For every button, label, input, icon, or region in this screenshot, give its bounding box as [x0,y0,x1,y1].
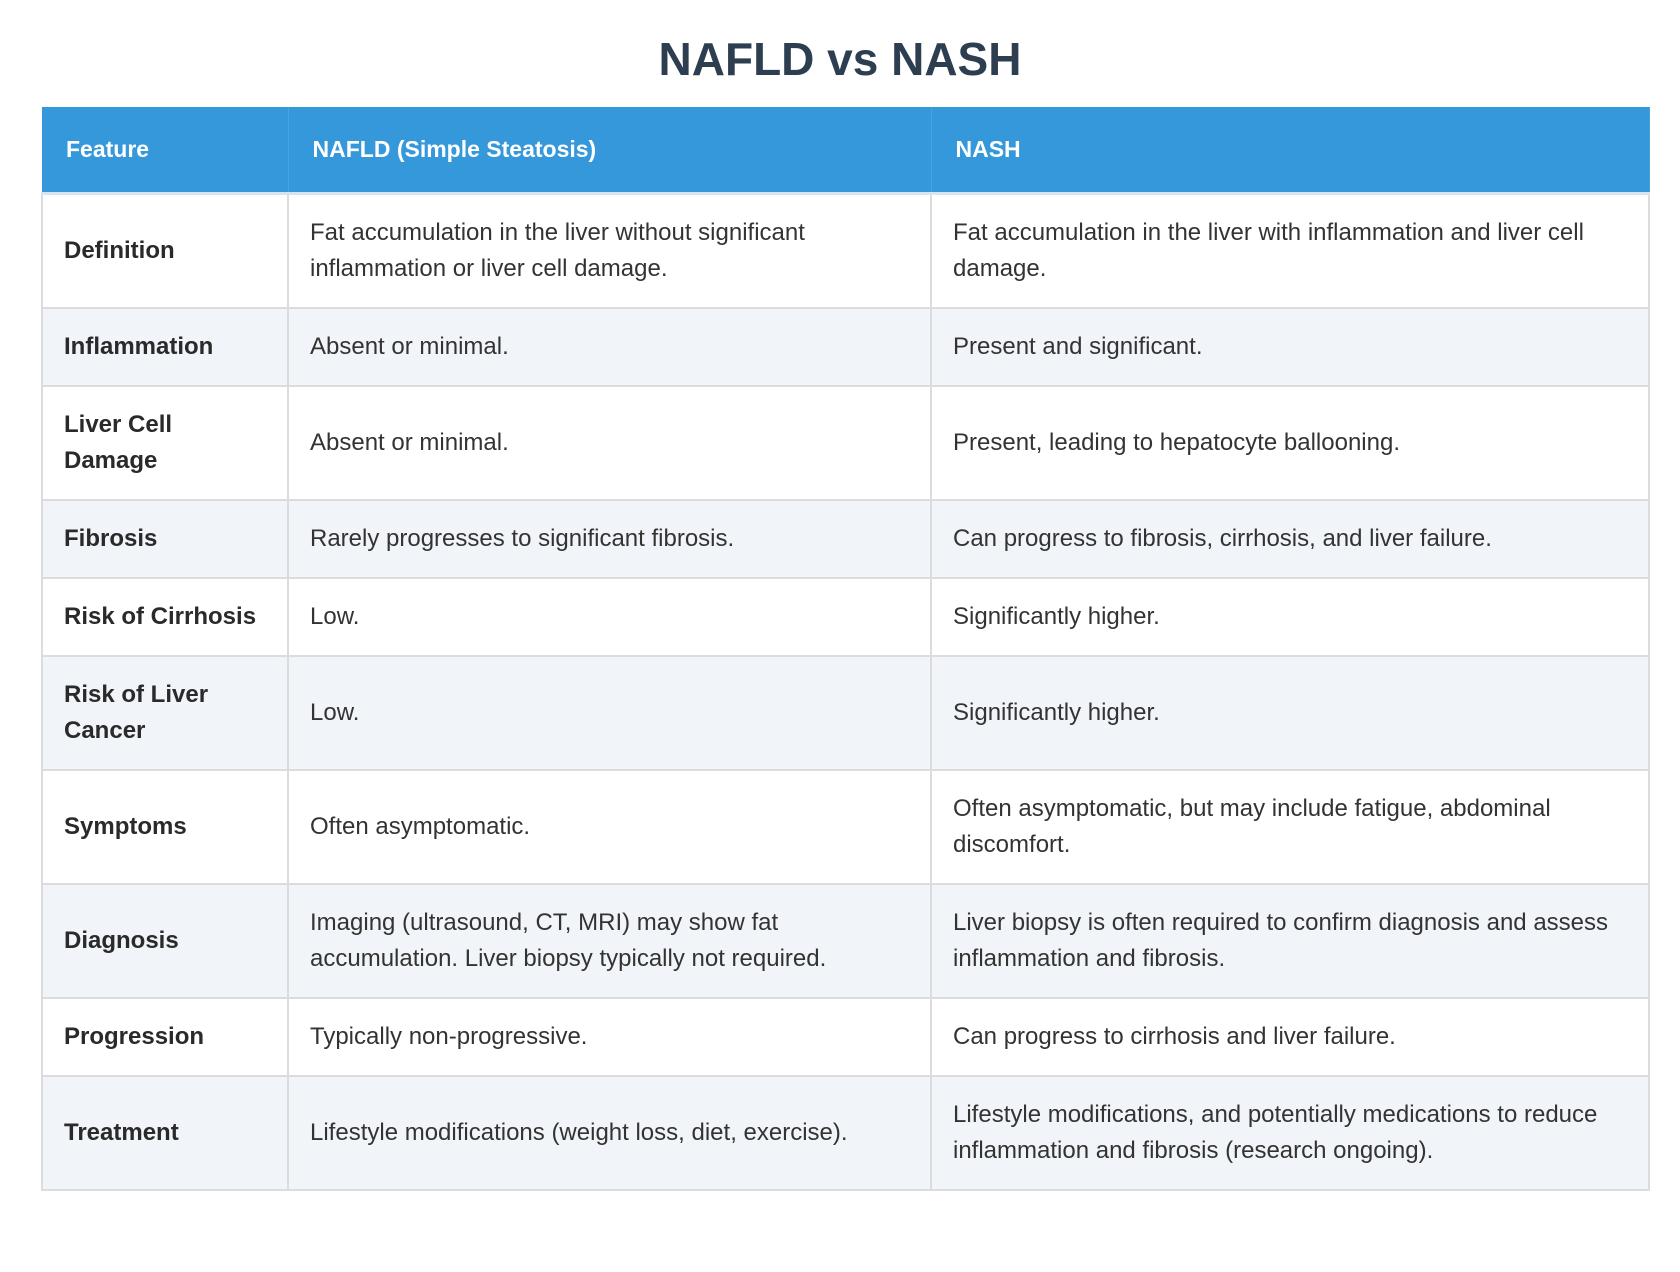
nafld-cell: Fat accumulation in the liver without significant inflammation or liver cell damage. [288,194,931,309]
feature-cell: Definition [42,194,288,309]
nash-cell: Liver biopsy is often required to confirm diagnosis and assess inflammation and fibrosis. [931,884,1649,998]
table-row [42,884,1649,998]
table-header-row [42,107,1649,194]
nafld-cell: Typically non-progressive. [288,998,931,1076]
feature-cell: Diagnosis [42,884,288,998]
feature-cell: Risk of Cirrhosis [42,578,288,656]
nafld-cell: Often asymptomatic. [288,770,931,884]
header-feature: Feature [42,107,288,194]
nash-cell: Can progress to fibrosis, cirrhosis, and liver failure. [931,500,1649,578]
table-row [42,308,1649,386]
nafld-cell: Low. [288,656,931,770]
header-nafld: NAFLD (Simple Steatosis) [288,107,931,194]
feature-cell: Liver Cell Damage [42,386,288,500]
page-title: NAFLD vs NASH [658,33,1022,85]
nash-cell: Present, leading to hepatocyte ballooning. [931,386,1649,500]
comparison-table [41,107,1650,1191]
nafld-cell: Imaging (ultrasound, CT, MRI) may show fat accumulation. Liver biopsy typically not required. [288,884,931,998]
feature-cell: Progression [42,998,288,1076]
nafld-cell: Absent or minimal. [288,308,931,386]
table-row [42,194,1649,309]
header-nash: NASH [931,107,1649,194]
nafld-cell: Rarely progresses to significant fibrosis. [288,500,931,578]
table-row [42,386,1649,500]
nafld-cell: Low. [288,578,931,656]
nafld-cell: Lifestyle modifications (weight loss, diet, exercise). [288,1076,931,1190]
nash-cell: Significantly higher. [931,578,1649,656]
nafld-cell: Absent or minimal. [288,386,931,500]
table-row [42,770,1649,884]
table-row [42,578,1649,656]
nash-cell: Significantly higher. [931,656,1649,770]
feature-cell: Fibrosis [42,500,288,578]
nash-cell: Often asymptomatic, but may include fatigue, abdominal discomfort. [931,770,1649,884]
nash-cell: Fat accumulation in the liver with inflammation and liver cell damage. [931,194,1649,309]
feature-cell: Symptoms [42,770,288,884]
table-row [42,656,1649,770]
nash-cell: Can progress to cirrhosis and liver failure. [931,998,1649,1076]
feature-cell: Risk of Liver Cancer [42,656,288,770]
nash-cell: Lifestyle modifications, and potentially medications to reduce inflammation and fibrosis (research ongoing). [931,1076,1649,1190]
table-row [42,1076,1649,1190]
table-row [42,998,1649,1076]
feature-cell: Inflammation [42,308,288,386]
feature-cell: Treatment [42,1076,288,1190]
table-row [42,500,1649,578]
nash-cell: Present and significant. [931,308,1649,386]
